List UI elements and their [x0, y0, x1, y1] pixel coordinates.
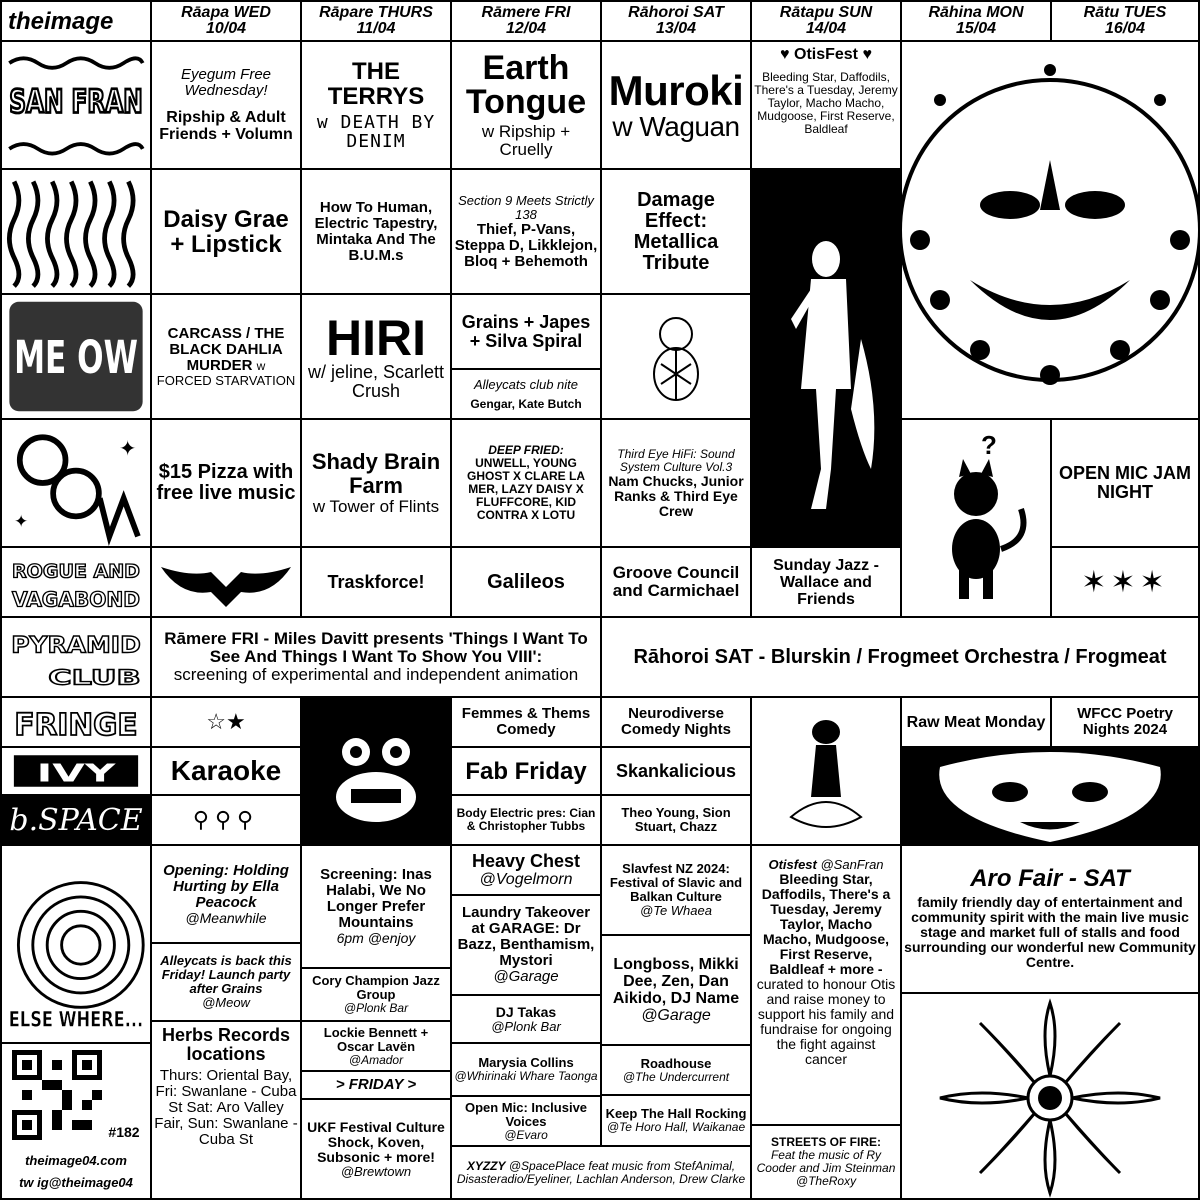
elsewhere-streets [750, 1124, 902, 1200]
event-title: Heavy Chest [471, 851, 581, 871]
event-venue: @Amador [348, 1052, 404, 1067]
row4-tue [1050, 418, 1200, 548]
event-venue: @Te Horo Hall, Waikanae [606, 1120, 746, 1134]
ivy-logo-art [4, 750, 148, 792]
row2-sat [600, 168, 752, 295]
event-venue: @The Undercurrent [622, 1069, 730, 1084]
elsewhere-alleycats [150, 942, 302, 1022]
sun-face-art [900, 40, 1200, 420]
elsewhere-keep [600, 1094, 752, 1147]
event-title: THE TERRYS [327, 58, 425, 110]
event-title: Earth Tongue [465, 49, 587, 121]
day-header-fri: Rāmere FRI 12/04 [450, 0, 602, 42]
elsewhere-lockie [300, 1020, 452, 1072]
event-title: Open Mic: Inclusive Voices [464, 1099, 588, 1129]
svg-text:?: ? [981, 430, 997, 460]
event-title: Galileos [487, 570, 565, 593]
event-body: Feat the music of Ry Cooder and Jim Steinman @TheRoxy [756, 1148, 896, 1188]
sitting-figure-art [750, 696, 902, 846]
ivy-sat [600, 746, 752, 796]
event-title: Shady Brain Farm [311, 449, 441, 498]
event-title: Roadhouse [640, 1055, 712, 1071]
event-title: Rāmere FRI - Miles Davitt presents 'Things I Want To See And Things I Want To Show You VIII': [164, 629, 588, 666]
venue-logo-fringe [0, 696, 152, 748]
svg-text:✦: ✦ [118, 437, 137, 461]
bspace-fri [450, 794, 602, 846]
row2-wed [150, 168, 302, 295]
svg-text:PYRAMID: PYRAMID [11, 632, 141, 659]
event-title: Raw Meat Monday [906, 713, 1046, 731]
event-title: OPEN MIC JAM NIGHT [1058, 463, 1191, 502]
event-venue: @Brewtown [340, 1163, 412, 1179]
event-title: Groove Council and Carmichael [612, 563, 740, 600]
venue-text-elsewhere: ELSE WHERE... [8, 1006, 144, 1032]
event-venue: @SanFran [820, 857, 884, 872]
day-header-wed: Rāapa WED 10/04 [150, 0, 302, 42]
elsewhere-roadhouse [600, 1044, 752, 1096]
event-title: UKF Festival Culture Shock, Koven, Subsonic + more! [307, 1118, 445, 1165]
monster-art [300, 696, 452, 846]
event-title: Nam Chucks, Junior Ranks & Third Eye Crew [608, 472, 744, 519]
fringe-fri [450, 696, 602, 748]
event-venue: @Meow [202, 995, 250, 1010]
row4-wed [150, 418, 302, 548]
elsewhere-slav [600, 844, 752, 936]
event-venue: @Te Whaea [640, 903, 712, 918]
event-title: Grains + Japes + Silva Spiral [461, 311, 591, 351]
event-support: screening of experimental and independent animation [173, 665, 579, 684]
elsewhere-openmic [450, 1095, 602, 1147]
bat-art [150, 546, 302, 618]
event-title: UNWELL, YOUNG GHOST X CLARE LA MER, LAZY DAISY X FLUFFCORE, KID CONTRA X LOTU [466, 456, 585, 522]
day-header-sat: Rāhoroi SAT 13/04 [600, 0, 752, 42]
masthead-cell [0, 0, 152, 42]
event-note: Eyegum Free Wednesday! [180, 66, 272, 99]
squiggle-logo-art [4, 172, 148, 291]
event-title: XYZZY [466, 1158, 506, 1173]
event-title: Daisy Grae + Lipstick [163, 205, 289, 258]
event-venue: @Vogelmorn [479, 871, 573, 888]
row3-thu [300, 293, 452, 420]
event-title: Opening: Holding Hurting by Ella Peacock [163, 861, 289, 911]
event-title: Fab Friday [465, 757, 587, 785]
elsewhere-logo-art [4, 848, 148, 1040]
event-title: Femmes & Thems Comedy [461, 705, 591, 738]
event-venue: @Garage [493, 968, 559, 985]
event-venue: @Evaro [504, 1127, 548, 1142]
elsewhere-heavy [450, 844, 602, 896]
event-note: DEEP FRIED: [488, 443, 564, 457]
brand-title: theimage [8, 7, 114, 35]
event-note: Alleycats club nite [473, 376, 579, 392]
elsewhere-ukf [300, 1098, 452, 1200]
event-title: Lockie Bennett + Oscar Lavën [323, 1024, 429, 1054]
sanfran-logo-art [4, 44, 148, 166]
sanfran-wed [150, 40, 302, 170]
elsewhere-arofair [900, 844, 1200, 994]
event-venue: @Garage [641, 1007, 711, 1024]
social-handle[interactable]: tw ig@theimage04 [19, 1175, 133, 1190]
sanfran-thu [300, 40, 452, 170]
row3-fri-bottom [450, 368, 602, 420]
day-header-thu: Rāpare THURS 11/04 [300, 0, 452, 42]
pyramid-sat [600, 616, 1200, 698]
venue-logo-wellington [0, 168, 152, 295]
sanfran-sat [600, 40, 752, 170]
venue-logo-pyramid [0, 616, 152, 698]
venue-logo-elsewhere [0, 844, 152, 1044]
bspace-sat [600, 794, 752, 846]
elsewhere-marysia [450, 1042, 602, 1097]
bspace-wed-art: ⚲⚲⚲ [150, 794, 302, 846]
event-venue: @Meanwhile [185, 909, 267, 926]
event-title: Rāhoroi SAT - Blurskin / Frogmeet Orchestra / Frogmeat [633, 645, 1167, 668]
fringe-mon [900, 696, 1052, 748]
event-title: WFCC Poetry Nights 2024 [1077, 705, 1173, 738]
row5-sat [600, 546, 752, 618]
event-title: Neurodiverse Comedy Nights [620, 705, 731, 738]
elsewhere-djtakas [450, 994, 602, 1044]
row4-fri [450, 418, 602, 548]
venue-logo-rogue [0, 546, 152, 618]
svg-text:VAGABOND: VAGABOND [11, 587, 140, 612]
event-lineup: Bleeding Star, Daffodils, There's a Tuesday, Jeremy Taylor, Macho Macho, Mudgoose, First Reserve, Baldleaf + more - [761, 871, 891, 977]
event-support: w Ripship + Cruelly [481, 122, 571, 159]
event-support: w DEATH BY DENIM [316, 112, 436, 152]
event-title: $15 Pizza with free live music [156, 461, 296, 504]
row5-thu [300, 546, 452, 618]
event-body: @SpacePlace feat music from StefAnimal, Disasteradio/Eyeliner, Lachlan Anderson, Drew Clarke [456, 1158, 746, 1186]
event-title: Damage Effect: Metallica Tribute [633, 188, 719, 274]
event-support: w Waguan [612, 111, 740, 142]
day-header-tue: Rātu TUES 16/04 [1050, 0, 1200, 42]
event-title: Cory Champion Jazz Group [312, 973, 440, 1002]
elsewhere-screening [300, 844, 452, 969]
venue-text-moon: MOON [74, 541, 78, 543]
event-title: Longboss, Mikki Dee, Zen, Dan Aikido, DJ Name [612, 956, 740, 1007]
event-venue: @Plonk Bar [343, 1001, 409, 1015]
stars-art: ✶✶✶ [1050, 546, 1200, 618]
event-title: ♥ OtisFest ♥ [780, 46, 872, 63]
day-header-mon: Rāhina MON 15/04 [900, 0, 1052, 42]
event-title: Sunday Jazz - Wallace and Friends [773, 556, 879, 608]
event-note: Third Eye HiFi: Sound System Culture Vol.3 [617, 446, 735, 474]
mask-face-art [900, 746, 1200, 846]
event-title: Slavfest NZ 2024: Festival of Slavic and Balkan Culture [609, 861, 743, 904]
row5-sun [750, 546, 902, 618]
event-title: Theo Young, Sion Stuart, Chazz [621, 805, 731, 834]
event-title: CARCASS / THE BLACK DAHLIA MURDER [167, 324, 285, 374]
event-title: Keep The Hall Rocking [605, 1106, 747, 1121]
event-title: > FRIDAY > [335, 1076, 417, 1093]
event-body: family friendly day of entertainment and community spirit with the main live music stage and market full of stalls and food surrounding our wonderful new Community Centre. [904, 894, 1196, 970]
event-title: Otisfest [768, 857, 817, 872]
event-note: Section 9 Meets Strictly 138 [458, 192, 594, 222]
fringe-tue [1050, 696, 1200, 748]
event-venue: 6pm @enjoy [336, 930, 416, 946]
pinecone-figure-art [600, 293, 752, 420]
elsewhere-xyzzy [450, 1145, 752, 1200]
event-title: Screening: Inas Halabi, We No Longer Prefer Mountains [320, 866, 432, 931]
elsewhere-cory [300, 967, 452, 1022]
elsewhere-longboss [600, 934, 752, 1046]
event-venue: @Plonk Bar [491, 1018, 561, 1034]
event-support: FORCED STARVATION [156, 372, 296, 388]
venue-logo-ivy [0, 746, 152, 796]
event-title: How To Human, Electric Tapestry, Mintaka And The B.U.M.s [314, 198, 438, 264]
event-title: Traskforce! [327, 571, 425, 592]
elsewhere-laundry [450, 894, 602, 996]
svg-text:CLUB: CLUB [48, 665, 141, 690]
masthead-footer [0, 1042, 152, 1200]
venue-text-fringe: FRINGE [14, 708, 138, 744]
pyramid-fri [150, 616, 602, 698]
sanfran-sun [750, 40, 902, 170]
fringe-sat [600, 696, 752, 748]
event-title: HIRI [326, 309, 426, 366]
row2-thu [300, 168, 452, 295]
devil-figure-art [750, 168, 902, 546]
event-title: Herbs Records locations [161, 1025, 291, 1064]
venue-logo-moon [0, 418, 152, 548]
site-link[interactable]: theimage04.com [25, 1153, 127, 1168]
row3-wed: CARCASS / THE BLACK DAHLIA MURDER w FORCED STARVATION [150, 293, 302, 420]
row4-thu [300, 418, 452, 548]
venue-logo-bspace [0, 794, 152, 846]
event-body: Thurs: Oriental Bay, Fri: Swanlane - Cuba St Sat: Aro Valley Fair, Sun: Swanlane - Cuba St [154, 1067, 298, 1148]
fringe-wed-art: ☆★ [150, 696, 302, 748]
event-title: Karaoke [170, 755, 282, 786]
event-venue: @Whirinaki Whare Taonga [454, 1069, 598, 1083]
moon-logo-art [4, 422, 148, 544]
rogue-logo-art [4, 550, 148, 614]
event-title: Gengar, Kate Butch [470, 396, 582, 411]
issue-number: #182 [108, 1124, 140, 1140]
event-title: Marysia Collins [478, 1055, 574, 1070]
venue-text-sanfran: SAN FRAN [9, 82, 143, 121]
event-title: Ripship & Adult Friends + Volumn [159, 109, 293, 143]
day-header-sun: Rātapu SUN 14/04 [750, 0, 902, 42]
event-title: Skankalicious [615, 760, 737, 781]
sun-flower-art [900, 992, 1200, 1200]
svg-text:ROGUE AND: ROGUE AND [11, 561, 140, 583]
event-title: Thief, P-Vans, Steppa D, Likklejon, Bloq + Behemoth [454, 220, 598, 270]
cat-figure-art [900, 418, 1052, 618]
event-title: Aro Fair - SAT [970, 865, 1130, 892]
pyramid-logo-art [4, 620, 148, 694]
row4-sat [600, 418, 752, 548]
elsewhere-friday [300, 1070, 452, 1100]
event-title: Alleycats is back this Friday! Launch party after Grains [160, 953, 292, 996]
event-support: w Tower of Flints [312, 497, 440, 516]
elsewhere-otisfest [750, 844, 902, 1126]
qr-code[interactable] [12, 1050, 102, 1140]
row2-fri [450, 168, 602, 295]
event-support: w/ jeline, Scarlett Crush [307, 361, 445, 401]
venue-logo-meow [0, 293, 152, 420]
event-title: Laundry Takeover at GARAGE: Dr Bazz, Benthamism, Mystori [457, 904, 595, 969]
event-title: STREETS OF FIRE: [770, 1135, 881, 1149]
venue-text-ivy: IVY [36, 758, 116, 788]
sanfran-fri [450, 40, 602, 170]
svg-text:✦: ✦ [14, 510, 29, 531]
ivy-fri [450, 746, 602, 796]
event-body: curated to honour Otis and raise money to support his family and fundraise for ongoing the fight against cancer [756, 976, 896, 1067]
venue-logo-sanfran [0, 40, 152, 170]
row5-fri [450, 546, 602, 618]
venue-text-bspace: b.SPACE [9, 802, 143, 838]
venue-text-meow: ME OW [14, 331, 138, 385]
row3-fri-top [450, 293, 602, 370]
fringe-logo-art [4, 700, 148, 744]
event-title: DJ Takas [495, 1003, 557, 1020]
ivy-karaoke [150, 746, 302, 796]
event-title: Muroki [608, 67, 744, 114]
meow-logo-art [4, 297, 148, 416]
event-title: Body Electric pres: Cian & Christopher Tubbs [456, 806, 596, 833]
event-lineup: Bleeding Star, Daffodils, There's a Tuesday, Jeremy Taylor, Macho Macho, Mudgoose, First Reserve, Baldleaf [754, 70, 898, 136]
elsewhere-herbs [150, 1020, 302, 1200]
elsewhere-opening [150, 844, 302, 944]
